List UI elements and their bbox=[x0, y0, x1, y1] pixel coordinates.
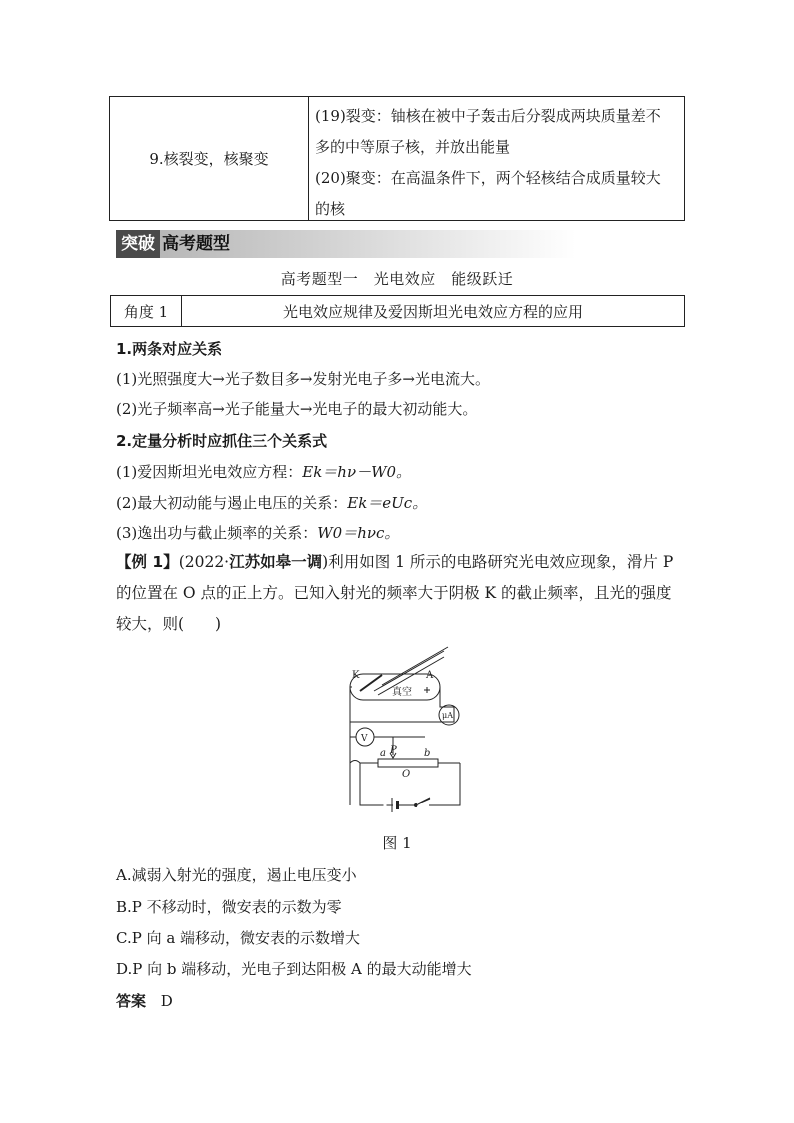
section2-heading: 2.定量分析时应抓住三个关系式 bbox=[116, 432, 328, 450]
table-line: 多的中等原子核，并放出能量 bbox=[315, 138, 511, 156]
example-line-3: 较大，则( ) bbox=[116, 615, 222, 633]
option-a: A.减弱入射光的强度，遏止电压变小 bbox=[116, 866, 357, 884]
banner-light-text: 高考题型 bbox=[162, 234, 230, 254]
angle-title: 光电效应规律及爱因斯坦光电效应方程的应用 bbox=[282, 302, 583, 321]
label-a-end: a bbox=[380, 748, 386, 759]
example-text: 利用如图 1 所示的电路研究光电效应现象，滑片 P bbox=[328, 553, 674, 571]
section1-heading: 1.两条对应关系 bbox=[116, 340, 223, 358]
formula-prefix: (2)最大初动能与遏止电压的关系： bbox=[116, 494, 348, 512]
table-left-cell: 9.核裂变，核聚变 bbox=[110, 97, 309, 220]
option-b: B.P 不移动时，微安表的示数为零 bbox=[116, 898, 342, 916]
example-source: (2022· bbox=[178, 553, 230, 571]
section-banner bbox=[116, 230, 576, 258]
label-voltmeter: V bbox=[361, 734, 368, 744]
table-line: 的核 bbox=[315, 200, 346, 218]
section1-item: (2)光子频率高→光子能量大→光电子的最大初动能大。 bbox=[116, 400, 478, 418]
label-k: K bbox=[352, 670, 360, 681]
answer-line bbox=[116, 990, 173, 1011]
banner-dark-text: 突破 bbox=[116, 230, 160, 258]
circuit-diagram bbox=[330, 645, 480, 815]
label-a: A bbox=[426, 670, 434, 681]
formula: W0＝hνc。 bbox=[317, 524, 400, 542]
formula-prefix: (1)爱因斯坦光电效应方程： bbox=[116, 463, 303, 481]
example-paragraph bbox=[116, 547, 684, 640]
example-label: 【例 1】 bbox=[116, 553, 179, 571]
nuclear-table bbox=[109, 96, 685, 221]
table-line: (20)聚变：在高温条件下，两个轻核结合成质量较大 bbox=[315, 169, 661, 187]
table-right-cell bbox=[309, 97, 684, 220]
formula-line-2 bbox=[116, 492, 427, 513]
formula: Ek＝hν－W0。 bbox=[302, 463, 412, 481]
angle-box bbox=[110, 295, 685, 327]
section1-item: (1)光照强度大→光子数目多→发射光电子多→光电流大。 bbox=[116, 370, 490, 388]
formula: Ek＝eUc。 bbox=[347, 494, 428, 512]
label-o: O bbox=[402, 769, 411, 780]
answer-label: 答案 bbox=[116, 992, 147, 1010]
option-c: C.P 向 a 端移动，微安表的示数增大 bbox=[116, 929, 361, 947]
example-line-1 bbox=[116, 547, 684, 578]
formula-line-1 bbox=[116, 461, 411, 482]
label-vacuum: 真空 bbox=[392, 687, 412, 698]
angle-tag: 角度 1 bbox=[111, 296, 182, 326]
example-source: ) bbox=[322, 553, 329, 571]
rheostat bbox=[378, 759, 438, 767]
option-d: D.P 向 b 端移动，光电子到达阳极 A 的最大动能增大 bbox=[116, 960, 472, 978]
figure-caption: 图 1 bbox=[382, 834, 412, 852]
table-line: (19)裂变：铀核在被中子轰击后分裂成两块质量差不 bbox=[315, 107, 661, 125]
example-source-bold: 江苏如皋一调 bbox=[229, 553, 323, 571]
example-line-2: 的位置在 O 点的正上方。已知入射光的频率大于阴极 K 的截止频率，且光的强度 bbox=[116, 584, 672, 602]
label-microammeter: μA bbox=[442, 711, 453, 720]
label-p: P bbox=[390, 745, 397, 756]
formula-line-3 bbox=[116, 522, 399, 543]
answer-value: D bbox=[160, 992, 173, 1010]
formula-prefix: (3)逸出功与截止频率的关系： bbox=[116, 524, 318, 542]
label-b-end: b bbox=[424, 748, 431, 759]
section-subtitle: 高考题型一 光电效应 能级跃迁 bbox=[280, 270, 514, 288]
